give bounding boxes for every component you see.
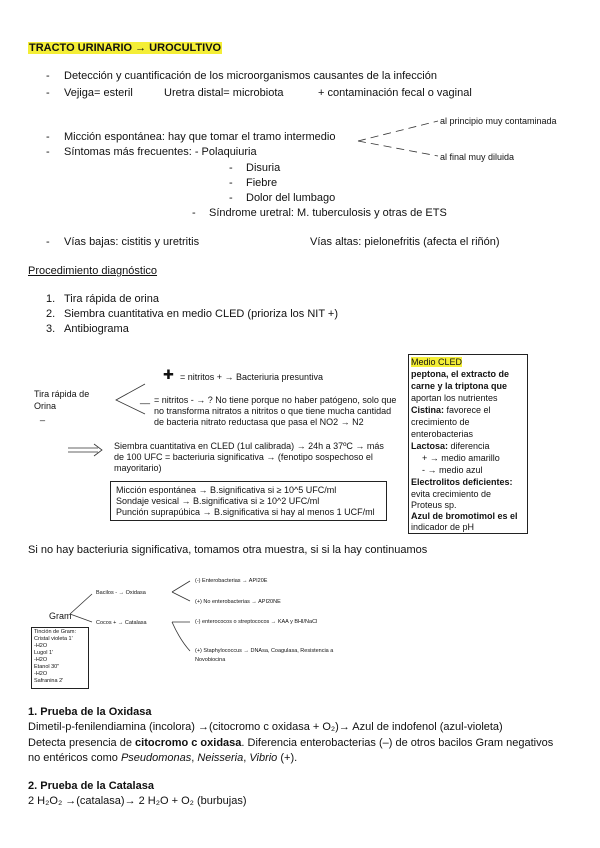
tira-positive: = nitritos + → Bacteriuria presuntiva — [180, 372, 324, 382]
bullet-dash: - — [192, 207, 196, 219]
tira-label: Orina — [34, 401, 57, 411]
oxidasa-text: . Diferencia enterobacterias (–) de otros bacilos Gram negativos — [241, 737, 554, 749]
species-name: Neisseria — [197, 752, 244, 764]
gram-stain-step: Safranina 2' — [34, 678, 64, 684]
miccion-note-bottom: al final muy diluida — [440, 152, 515, 162]
step-number: 2. — [46, 308, 56, 320]
criterio-line: Micción espontánea → B.significativa si ≥ 10^5 UFC/ml — [116, 485, 337, 495]
species-name: Vibrio — [249, 752, 278, 764]
gram-stain-step: -H2O — [34, 657, 48, 663]
gram-stain-step: Etanol 30" — [34, 664, 60, 670]
cled-line: Electrolitos deficientes: — [411, 477, 513, 487]
oxidasa-heading: 1. Prueba de la Oxidasa — [28, 706, 152, 718]
cled-text: diferencia — [448, 441, 490, 451]
cled-bold: Lactosa: — [411, 441, 449, 451]
bullet-dash: - — [46, 87, 50, 99]
oxidasa-positive: (+) No enterobacterias → API20NE — [195, 599, 281, 605]
siembra-text: de 100 UFC = bacteriuria significativa → (fenotipo sospechoso el — [114, 452, 373, 462]
sindrome-uretral: Síndrome uretral: M. tuberculosis y otras de ETS — [209, 207, 447, 219]
cled-line: indicador de pH — [411, 522, 475, 532]
gram-stain-step: -H2O — [34, 643, 48, 649]
cled-line: - → medio azul — [422, 465, 483, 475]
gram-cocos: Cocos + → Catalasa — [96, 620, 147, 626]
procedimiento-step: Antibiograma — [64, 323, 129, 335]
cled-bold: Cistina: — [411, 405, 445, 415]
bullet-dash: - — [46, 146, 50, 158]
cled-line: Azul de bromotimol es el — [411, 511, 518, 521]
catalasa-reaction: 2 H₂O₂ →(catalasa)→ 2 H₂O + O₂ (burbujas) — [28, 795, 247, 807]
bacteriuria-line: Si no hay bacteriuria significativa, tomamos otra muestra, si si la hay continuamos — [28, 544, 428, 556]
bullet-deteccion: Detección y cuantificación de los microorganismos causantes de la infección — [64, 70, 437, 82]
cled-line: evita crecimiento de — [411, 489, 492, 499]
cled-line: aportan los nutrientes — [411, 393, 498, 403]
bullet-dash: - — [46, 236, 50, 248]
cled-line: enterobacterias — [411, 429, 474, 439]
tira-negative: = nitritos - → ? No tiene porque no haber patógeno, solo que — [154, 395, 397, 405]
cled-title: Medio CLED — [411, 357, 463, 367]
gram-label: Gram — [49, 611, 72, 621]
page-title: TRACTO URINARIO → UROCULTIVO — [29, 42, 222, 54]
procedimiento-step: Siembra cuantitativa en medio CLED (prioriza los NIT +) — [64, 308, 338, 320]
gram-bacilos: Bacilos - → Oxidasa — [96, 590, 146, 596]
tira-negative: de bacteria nitrato reductasa que pasa el NO2 → N2 — [154, 417, 364, 427]
oxidasa-negative: (-) Enterobacterias → API20E — [195, 578, 268, 584]
siembra-text: Siembra cuantitativa en CLED (1ul calibrada) → 24h a 37ºC → más — [114, 441, 384, 451]
oxidasa-bold: citocromo c oxidasa — [135, 737, 242, 749]
bullet-dash: - — [46, 70, 50, 82]
cled-line: crecimiento de — [411, 417, 470, 427]
bullet-uretra: Uretra distal= microbiota — [164, 87, 284, 99]
sintoma-item: Fiebre — [246, 177, 278, 189]
vias-altas: Vías altas: pielonefritis (afecta el riñón) — [310, 236, 500, 248]
bullet-dash: - — [229, 192, 233, 204]
tira-label: Tira rápida de — [34, 389, 90, 399]
procedimiento-step: Tira rápida de orina — [64, 293, 159, 305]
bullet-dash: - — [46, 131, 50, 143]
sintoma-item: Disuria — [246, 162, 281, 174]
cled-line: peptona, el extracto de — [411, 369, 510, 379]
cled-line: carne y la triptona que — [411, 381, 508, 391]
bullet-dash: - — [229, 177, 233, 189]
cled-text: favorece el — [444, 405, 491, 415]
gram-stain-step: Lugol 1' — [34, 650, 54, 656]
oxidasa-text: (+). — [277, 752, 298, 764]
species-name: Pseudomonas — [120, 752, 192, 764]
bullet-vejiga: Vejiga= esteril — [64, 87, 133, 99]
oxidasa-text: , — [243, 752, 250, 764]
gram-stain-step: Tinción de Gram: — [34, 629, 76, 635]
gram-stain-step: Cristal violeta 1' — [34, 636, 73, 642]
criterio-line: Sondaje vesical → B.significativa si ≥ 10^2 UFC/ml — [116, 496, 320, 506]
minus-icon: __ — [140, 394, 151, 404]
plus-cross-icon: ✚ — [163, 367, 174, 382]
catalasa-heading: 2. Prueba de la Catalasa — [28, 780, 154, 792]
procedimiento-heading: Procedimiento diagnóstico — [28, 265, 158, 277]
catalasa-positive: (+) Staphylococcus → DNAsa, Coagulasa, Resistencia a — [195, 648, 334, 654]
oxidasa-reaction: Dimetil-p-fenilendiamina (incolora) →(citocromo c oxidasa + O₂)→ Azul de indofenol (azul-violeta) — [28, 721, 503, 733]
oxidasa-text: no entéricos como — [28, 752, 121, 764]
catalasa-positive: Novobiocina — [195, 657, 226, 663]
sintoma-item: Dolor del lumbago — [246, 192, 336, 204]
gram-stain-step: -H2O — [34, 671, 48, 677]
cled-line: Proteus sp. — [411, 500, 457, 510]
vias-bajas: Vías bajas: cistitis y uretritis — [64, 236, 200, 248]
tira-label: _ — [40, 411, 46, 421]
oxidasa-text: Detecta presencia de — [28, 737, 136, 749]
siembra-text: mayoritario) — [114, 463, 162, 473]
bullet-dash: - — [229, 162, 233, 174]
miccion-line: Micción espontánea: hay que tomar el tramo intermedio — [64, 131, 336, 143]
cled-line: + → medio amarillo — [422, 453, 500, 463]
tira-negative: no transforma nitratos a nitritos o que tiene mucha cantidad — [154, 406, 392, 416]
criterio-line: Punción suprapúbica → B.significativa si hay al menos 1 UCF/ml — [116, 507, 375, 517]
step-number: 3. — [46, 323, 56, 335]
catalasa-negative: (-) enterococos o streptococos → KAA y BHI/NaCl — [195, 619, 318, 625]
miccion-note-top: al principio muy contaminada — [440, 116, 557, 126]
sintomas-label: Síntomas más frecuentes: - Polaquiuria — [64, 146, 257, 158]
bullet-contaminacion: + contaminación fecal o vaginal — [318, 87, 472, 99]
oxidasa-text: , — [191, 752, 198, 764]
step-number: 1. — [46, 293, 56, 305]
